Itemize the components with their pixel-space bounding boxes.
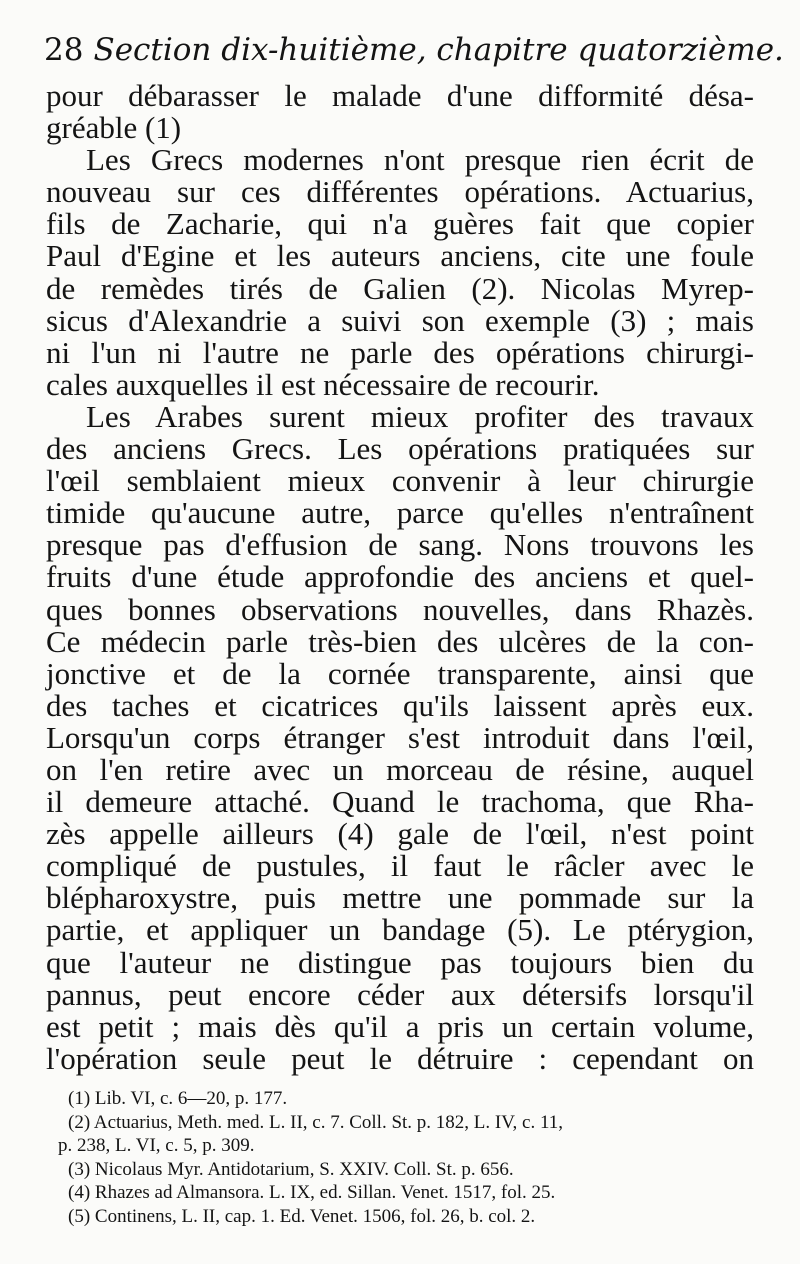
paragraph-start-line: Les Arabes surent mieux profiter des travaux <box>86 398 754 434</box>
text-line: blépharoxystre, puis mettre une pommade sur la <box>46 880 754 916</box>
text-line: zès appelle ailleurs (4) gale de l'œil, n'est point <box>46 816 754 852</box>
text-line: compliqué de pustules, il faut le râcler avec le <box>46 848 754 884</box>
text-line: cales auxquelles il est nécessaire de recourir. <box>46 366 600 402</box>
text-line: que l'auteur ne distingue pas toujours bien du <box>46 944 754 980</box>
text-line: sicus d'Alexandrie a suivi son exemple (3) ; mais <box>46 302 754 338</box>
text-line: des anciens Grecs. Les opérations pratiquées sur <box>46 431 754 467</box>
footnote: (1) Lib. VI, c. 6—20, p. 177. <box>68 1088 288 1109</box>
text-line: jonctive et de la cornée transparente, ainsi que <box>46 655 754 691</box>
text-line: est petit ; mais dès qu'il a pris un certain volume, <box>46 1008 754 1044</box>
text-line: ques bonnes observations nouvelles, dans Rhazès. <box>46 591 754 627</box>
page-number: 28 <box>44 32 84 68</box>
footnote-continuation: p. 238, L. VI, c. 5, p. 309. <box>58 1135 255 1157</box>
text-line: partie, et appliquer un bandage (5). Le ptérygion, <box>46 912 754 948</box>
text-line: des taches et cicatrices qu'ils laissent après eux. <box>46 687 754 723</box>
body-text <box>46 80 754 1075</box>
text-line: de remèdes tirés de Galien (2). Nicolas Myrep- <box>46 270 754 306</box>
text-line: il demeure attaché. Quand le trachoma, que Rha- <box>46 784 754 820</box>
running-title: Section dix-huitième, chapitre quatorzième. <box>93 32 784 68</box>
text-line: pour débarasser le malade d'une difformité désa- <box>46 78 754 113</box>
text-line: Paul d'Egine et les auteurs anciens, cite une foule <box>46 238 754 274</box>
text-line: fruits d'une étude approfondie des anciens et quel- <box>46 559 754 595</box>
footnote: (3) Nicolaus Myr. Antidotarium, S. XXIV. Coll. St. p. 656. <box>68 1158 514 1180</box>
footnote: (2) Actuarius, Meth. med. L. II, c. 7. Coll. St. p. 182, L. IV, c. 11, <box>68 1111 563 1133</box>
footnote: (5) Continens, L. II, cap. 1. Ed. Venet. 1506, fol. 26, b. col. 2. <box>68 1205 536 1227</box>
text-line: Lorsqu'un corps étranger s'est introduit dans l'œil, <box>46 719 754 755</box>
text-line: gréable (1) <box>46 110 182 146</box>
text-line: Ce médecin parle très-bien des ulcères de la con- <box>46 623 754 659</box>
text-line: ni l'un ni l'autre ne parle des opérations chirurgi- <box>46 334 754 370</box>
text-line: fils de Zacharie, qui n'a guères fait que copier <box>46 206 754 242</box>
text-line: timide qu'aucune autre, parce qu'elles n'entraînent <box>46 495 754 531</box>
text-line: nouveau sur ces différentes opérations. Actuarius, <box>46 174 754 210</box>
footnotes <box>58 1087 563 1229</box>
running-header <box>44 30 784 70</box>
text-line: l'opération seule peut le détruire : cependant on <box>46 1040 754 1076</box>
text-line: pannus, peut encore céder aux détersifs lorsqu'il <box>46 976 754 1012</box>
text-line: l'œil semblaient mieux convenir à leur chirurgie <box>46 463 754 499</box>
footnote: (4) Rhazes ad Almansora. L. IX, ed. Sillan. Venet. 1517, fol. 25. <box>68 1182 556 1204</box>
text-line: presque pas d'effusion de sang. Nons trouvons les <box>46 527 754 563</box>
text-line: on l'en retire avec un morceau de résine, auquel <box>46 751 754 787</box>
paragraph-start-line: Les Grecs modernes n'ont presque rien écrit de <box>86 142 754 178</box>
